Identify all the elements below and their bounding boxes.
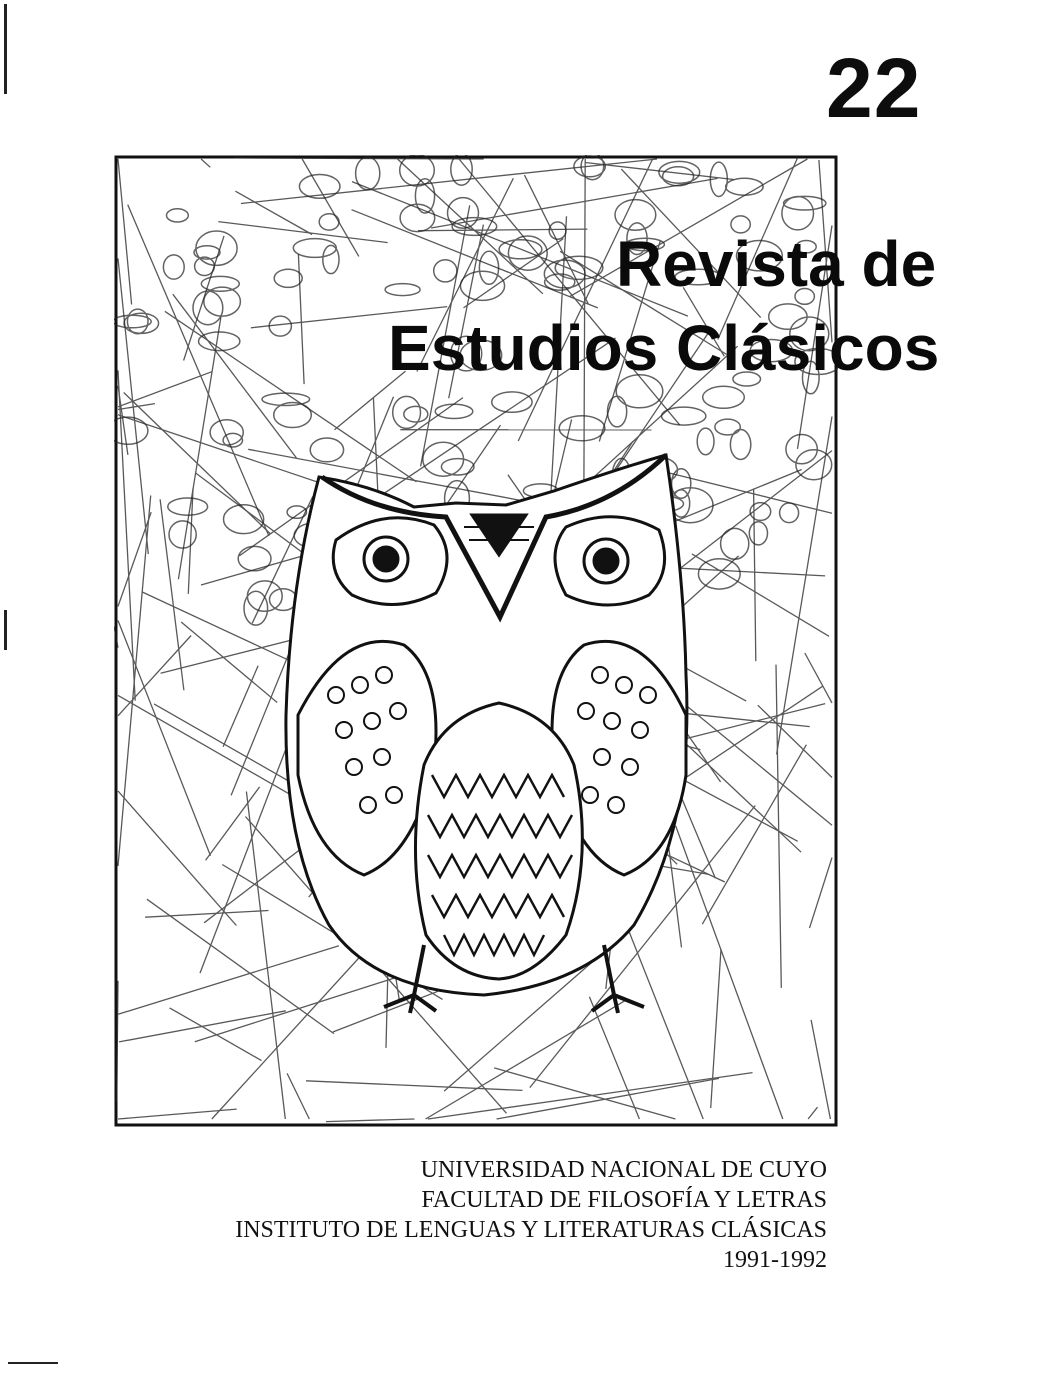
title-line-1: Revista de xyxy=(616,228,937,300)
scan-edge-mark xyxy=(4,4,7,94)
institute-name: INSTITUTO DE LENGUAS Y LITERATURAS CLÁSICAS xyxy=(235,1217,827,1243)
publication-years: 1991-1992 xyxy=(723,1247,827,1273)
university-name: UNIVERSIDAD NACIONAL DE CUYO xyxy=(420,1157,827,1183)
publisher-block xyxy=(235,1155,827,1275)
scan-edge-mark xyxy=(8,1362,58,1364)
faculty-name: FACULTAD DE FILOSOFÍA Y LETRAS xyxy=(421,1187,827,1213)
owl-figure xyxy=(286,455,687,1013)
scan-edge-mark xyxy=(4,610,7,650)
owl-illustration xyxy=(114,155,838,1127)
title-line-2: Estudios Clásicos xyxy=(388,312,940,384)
issue-number: 22 xyxy=(826,41,922,135)
